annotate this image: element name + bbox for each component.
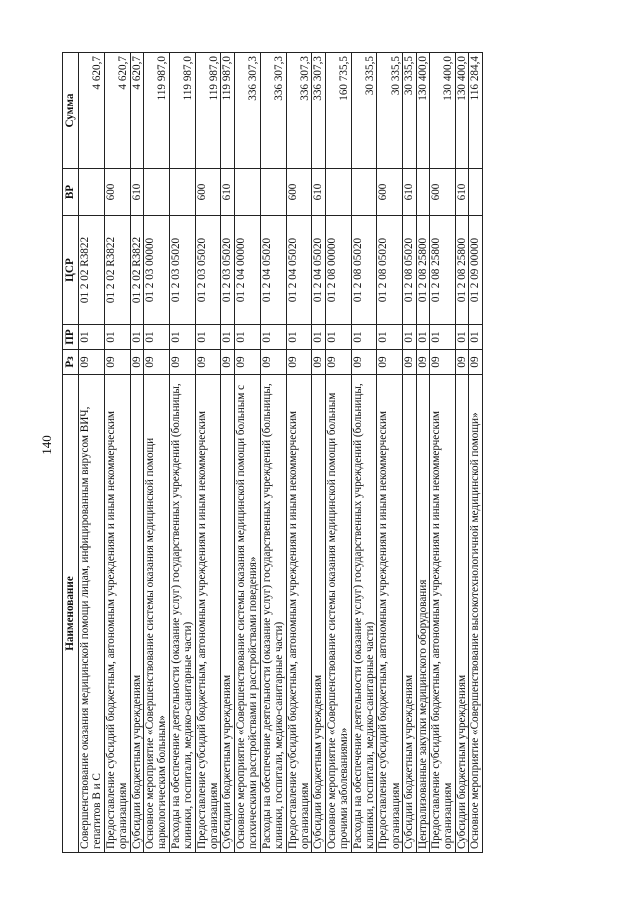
cell-sum: 4 620,7 — [79, 53, 105, 169]
cell-name: Предоставление субсидий бюджетным, автономным учреждениям и иным некоммерческим организациям — [429, 375, 455, 853]
header-sum: Сумма — [63, 53, 79, 169]
table-row — [469, 53, 482, 853]
cell-rz: 09 — [130, 350, 143, 375]
cell-sum: 160 735,5 — [325, 53, 351, 169]
table-row — [416, 53, 429, 853]
table-row — [79, 53, 105, 853]
page-number: 140 — [39, 435, 54, 455]
table-header-row — [63, 53, 79, 853]
cell-rz: 09 — [455, 350, 468, 375]
cell-pr: 01 — [234, 325, 260, 350]
cell-csr: 01 2 08 05020 — [377, 216, 403, 325]
cell-sum: 130 400,0 — [429, 53, 455, 169]
cell-vr — [469, 169, 482, 216]
table-row — [169, 53, 195, 853]
cell-sum: 4 620,7 — [130, 53, 143, 169]
cell-rz: 09 — [169, 350, 195, 375]
cell-csr: 01 2 03 05020 — [195, 216, 221, 325]
header-pr: ПР — [63, 325, 79, 350]
cell-csr: 01 2 08 25800 — [416, 216, 429, 325]
cell-csr: 01 2 04 05020 — [312, 216, 325, 325]
cell-sum: 119 987,0 — [144, 53, 170, 169]
table-row — [221, 53, 234, 853]
cell-pr: 01 — [130, 325, 143, 350]
table-row — [104, 53, 130, 853]
cell-rz: 09 — [377, 350, 403, 375]
cell-rz: 09 — [144, 350, 170, 375]
cell-vr: 610 — [130, 169, 143, 216]
cell-name: Расходы на обеспечение деятельности (оказание услуг) государственных учреждений (больницы, клиники, госпитали, медико-санитарные части) — [351, 375, 377, 853]
cell-name: Расходы на обеспечение деятельности (оказание услуг) государственных учреждений (больницы, клиники, госпитали, медико-санитарные части) — [260, 375, 286, 853]
cell-vr: 600 — [286, 169, 312, 216]
cell-vr — [169, 169, 195, 216]
cell-pr: 01 — [377, 325, 403, 350]
cell-name: Основное мероприятие «Совершенствование системы оказания медицинской помощи больным прочими заболеваниями» — [325, 375, 351, 853]
cell-sum: 30 335,5 — [377, 53, 403, 169]
header-name: Наименование — [63, 375, 79, 853]
cell-pr: 01 — [351, 325, 377, 350]
cell-vr: 610 — [455, 169, 468, 216]
cell-name: Основное мероприятие «Совершенствование системы оказания медицинской помощи наркологическим больным» — [144, 375, 170, 853]
cell-pr: 01 — [79, 325, 105, 350]
cell-sum: 119 987,0 — [221, 53, 234, 169]
cell-rz: 09 — [429, 350, 455, 375]
cell-name: Субсидии бюджетным учреждениям — [130, 375, 143, 853]
cell-pr: 01 — [312, 325, 325, 350]
cell-vr: 600 — [195, 169, 221, 216]
cell-sum: 119 987,0 — [169, 53, 195, 169]
cell-csr: 01 2 08 25800 — [429, 216, 455, 325]
cell-pr: 01 — [169, 325, 195, 350]
cell-pr: 01 — [429, 325, 455, 350]
rotated-page-content — [62, 53, 565, 853]
header-vr: ВР — [63, 169, 79, 216]
table-row — [286, 53, 312, 853]
table-body — [79, 53, 483, 853]
cell-rz: 09 — [403, 350, 416, 375]
table-row — [195, 53, 221, 853]
cell-vr — [325, 169, 351, 216]
table-row — [377, 53, 403, 853]
cell-name: Основное мероприятие «Совершенствование высокотехнологичной медицинской помощи» — [469, 375, 482, 853]
table-row — [144, 53, 170, 853]
header-rz: Рз — [63, 350, 79, 375]
cell-name: Основное мероприятие «Совершенствование системы оказания медицинской помощи больным с психическими расстройствами и расстройствами поведения» — [234, 375, 260, 853]
table-row — [351, 53, 377, 853]
cell-sum: 336 307,3 — [260, 53, 286, 169]
table-row — [312, 53, 325, 853]
cell-pr: 01 — [455, 325, 468, 350]
cell-vr: 610 — [403, 169, 416, 216]
cell-name: Субсидии бюджетным учреждениям — [221, 375, 234, 853]
cell-pr: 01 — [403, 325, 416, 350]
cell-pr: 01 — [195, 325, 221, 350]
cell-vr — [234, 169, 260, 216]
cell-csr: 01 2 04 05020 — [286, 216, 312, 325]
cell-csr: 01 2 09 00000 — [469, 216, 482, 325]
cell-rz: 09 — [416, 350, 429, 375]
cell-pr: 01 — [286, 325, 312, 350]
cell-name: Совершенствование оказания медицинской помощи лицам, инфицированным вирусом ВИЧ, гепатитов В и С — [79, 375, 105, 853]
cell-sum: 30 335,5 — [403, 53, 416, 169]
cell-rz: 09 — [104, 350, 130, 375]
cell-rz: 09 — [234, 350, 260, 375]
cell-name: Предоставление субсидий бюджетным, автономным учреждениям и иным некоммерческим организациям — [104, 375, 130, 853]
header-csr: ЦСР — [63, 216, 79, 325]
cell-name: Централизованные закупки медицинского оборудования — [416, 375, 429, 853]
table-row — [403, 53, 416, 853]
cell-csr: 01 2 03 00000 — [144, 216, 170, 325]
cell-pr: 01 — [325, 325, 351, 350]
cell-sum: 119 987,0 — [195, 53, 221, 169]
cell-vr — [351, 169, 377, 216]
cell-name: Субсидии бюджетным учреждениям — [403, 375, 416, 853]
cell-vr: 600 — [104, 169, 130, 216]
cell-pr: 01 — [260, 325, 286, 350]
cell-name: Предоставление субсидий бюджетным, автономным учреждениям и иным некоммерческим организациям — [286, 375, 312, 853]
table-row — [429, 53, 455, 853]
cell-vr — [79, 169, 105, 216]
table-row — [455, 53, 468, 853]
cell-csr: 01 2 04 00000 — [234, 216, 260, 325]
cell-rz: 09 — [312, 350, 325, 375]
cell-csr: 01 2 08 05020 — [403, 216, 416, 325]
cell-pr: 01 — [144, 325, 170, 350]
cell-name: Предоставление субсидий бюджетным, автономным учреждениям и иным некоммерческим организациям — [377, 375, 403, 853]
cell-csr: 01 2 08 25800 — [455, 216, 468, 325]
table-row — [260, 53, 286, 853]
cell-csr: 01 2 03 05020 — [221, 216, 234, 325]
cell-pr: 01 — [469, 325, 482, 350]
cell-csr: 01 2 02 R3822 — [79, 216, 105, 325]
cell-sum: 130 400,0 — [455, 53, 468, 169]
cell-rz: 09 — [469, 350, 482, 375]
cell-csr: 01 2 08 05020 — [351, 216, 377, 325]
cell-csr: 01 2 04 05020 — [260, 216, 286, 325]
cell-pr: 01 — [416, 325, 429, 350]
cell-rz: 09 — [221, 350, 234, 375]
cell-csr: 01 2 02 R3822 — [130, 216, 143, 325]
cell-sum: 336 307,3 — [312, 53, 325, 169]
cell-sum: 30 335,5 — [351, 53, 377, 169]
cell-rz: 09 — [286, 350, 312, 375]
cell-name: Расходы на обеспечение деятельности (оказание услуг) государственных учреждений (больницы, клиники, госпитали, медико-санитарные части) — [169, 375, 195, 853]
cell-csr: 01 2 02 R3822 — [104, 216, 130, 325]
cell-pr: 01 — [221, 325, 234, 350]
cell-name: Предоставление субсидий бюджетным, автономным учреждениям и иным некоммерческим организациям — [195, 375, 221, 853]
cell-rz: 09 — [351, 350, 377, 375]
cell-vr — [416, 169, 429, 216]
cell-name: Субсидии бюджетным учреждениям — [455, 375, 468, 853]
cell-vr — [144, 169, 170, 216]
cell-sum: 4 620,7 — [104, 53, 130, 169]
cell-sum: 130 400,0 — [416, 53, 429, 169]
cell-vr: 600 — [377, 169, 403, 216]
cell-vr: 600 — [429, 169, 455, 216]
cell-sum: 116 284,4 — [469, 53, 482, 169]
cell-csr: 01 2 08 00000 — [325, 216, 351, 325]
cell-sum: 336 307,3 — [234, 53, 260, 169]
cell-name: Субсидии бюджетным учреждениям — [312, 375, 325, 853]
cell-rz: 09 — [195, 350, 221, 375]
cell-rz: 09 — [79, 350, 105, 375]
budget-table — [62, 52, 483, 853]
cell-rz: 09 — [325, 350, 351, 375]
cell-sum: 336 307,3 — [286, 53, 312, 169]
cell-vr — [260, 169, 286, 216]
table-row — [130, 53, 143, 853]
cell-pr: 01 — [104, 325, 130, 350]
table-row — [234, 53, 260, 853]
cell-rz: 09 — [260, 350, 286, 375]
cell-csr: 01 2 03 05020 — [169, 216, 195, 325]
cell-vr: 610 — [312, 169, 325, 216]
cell-vr: 610 — [221, 169, 234, 216]
table-row — [325, 53, 351, 853]
